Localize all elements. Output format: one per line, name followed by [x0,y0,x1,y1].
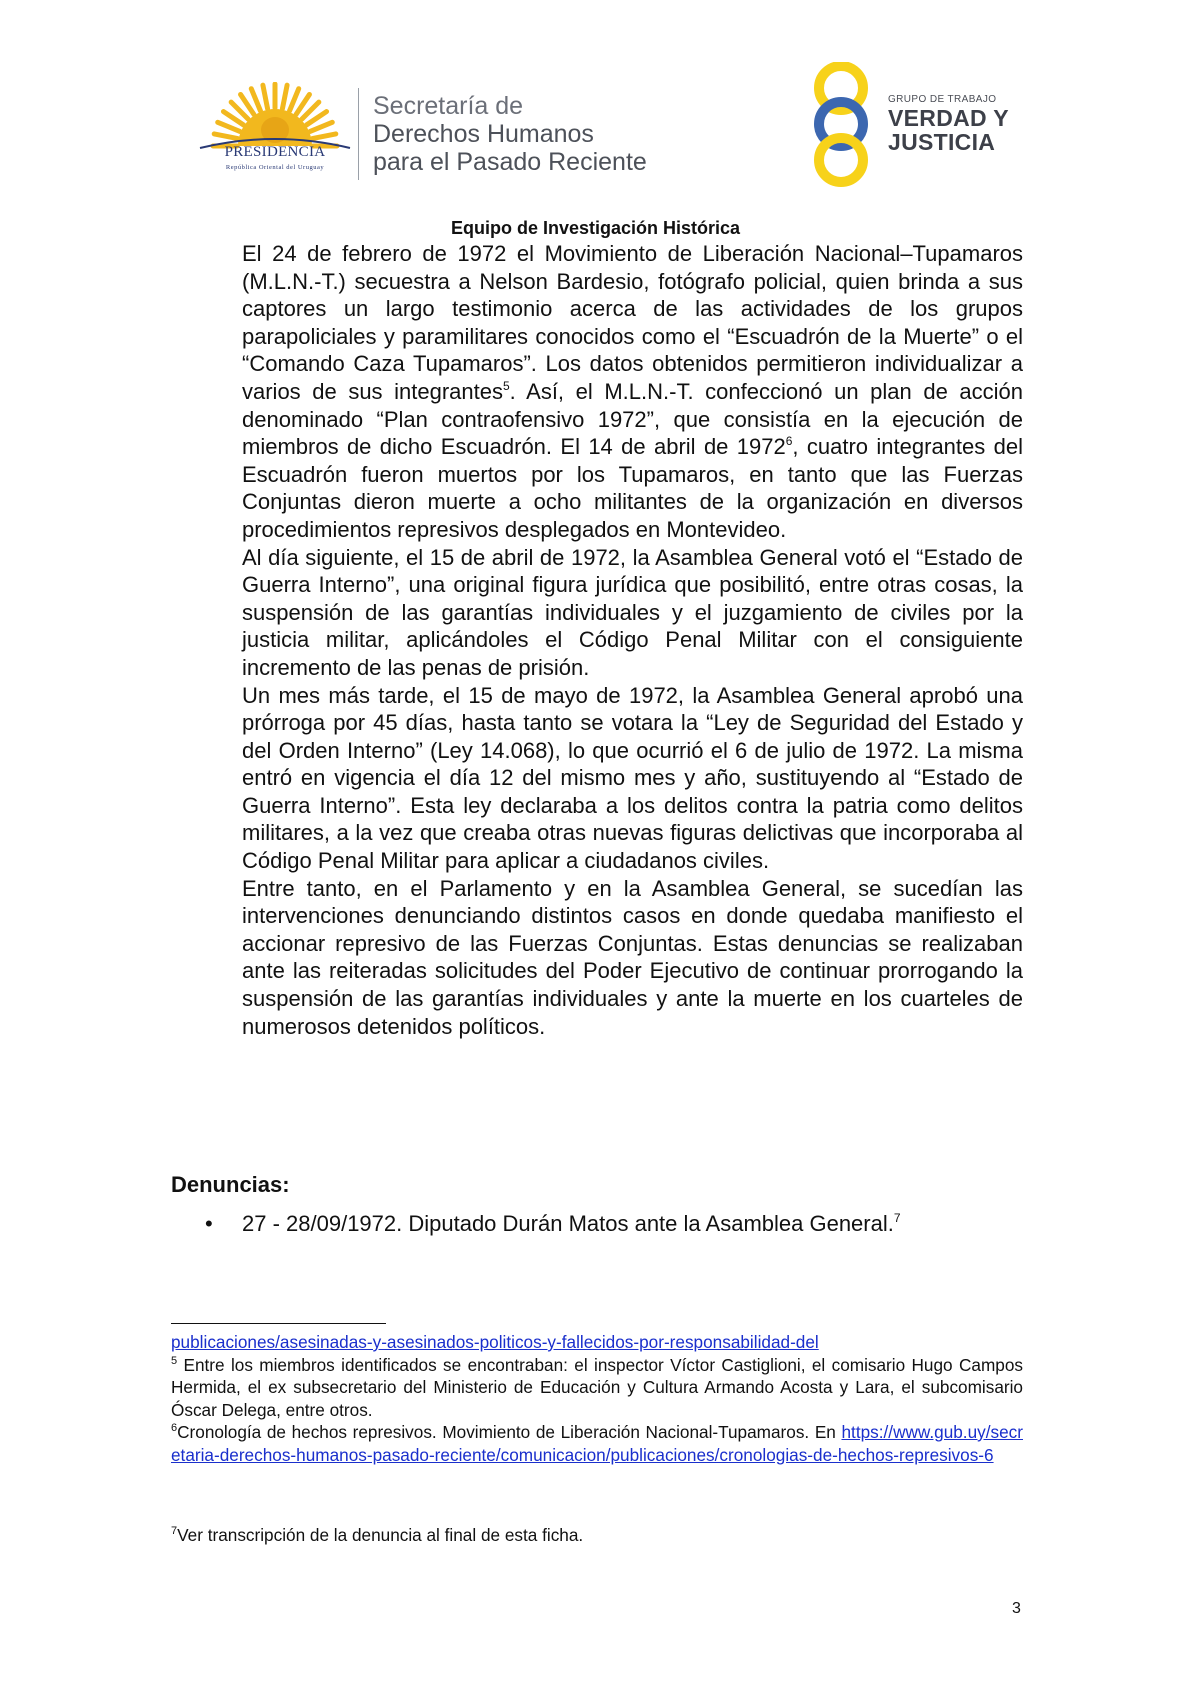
sun-emblem-icon [190,82,360,152]
grupo-trabajo-label: GRUPO DE TRABAJO [888,94,997,105]
verdad-justicia-title [888,106,1009,154]
secretaria-line3: para el Pasado Reciente [373,148,647,176]
sun-ray [218,122,240,131]
sun-ray [290,89,299,111]
paragraph-4: Entre tanto, en el Parlamento y en la Asamblea General, se sucedían las intervenciones denunciando distintos casos en donde quedaba manifiesto el accionar represivo de las Fuerzas Conjuntas. Estas denuncias se realizaban ante las reiteradas solicitudes del Poder Ejecutivo de continuar prorrogando la suspensión de las garantías individuales y ante la muerte en los cuarteles de numerosos detenidos políticos. [242,875,1023,1039]
verdad-justicia-logo [808,62,1018,187]
footnotes [171,1331,1023,1466]
presidencia-logo [190,82,360,182]
footnote-7 [171,1525,583,1546]
footnote-6 [171,1421,1023,1466]
presidencia-name: PRESIDENCIA [224,144,326,160]
sun-ray [312,134,336,139]
verdad-line: VERDAD Y [888,105,1009,131]
footnote-6-number: 6 [171,1422,178,1434]
paragraph-3: Un mes más tarde, el 15 de mayo de 1972, la Asamblea General aprobó una prórroga por 45 días, hasta tanto se votara la “Ley de Seguridad del Estado y del Orden Interno” (Ley 14.068), lo que ocurrió el 6 de julio de 1972. La misma entró en vigencia el día 12 del mismo mes y año, sustituyendo al “Estado de Guerra Interno”. Esta ley declaraba a los delitos contra la patria como delitos militares, a la vez que creaba otras nuevas figuras delictivas que incorporaba al Código Penal Militar para aplicar a ciudadanos civiles. [242,682,1023,874]
sun-ray [282,85,287,109]
page-number: 3 [1012,1600,1021,1617]
page-header [0,0,1191,215]
paragraph-1-part-a: El 24 de febrero de 1972 el Movimiento de Liberación Nacional–Tupamaros (M.L.N.-T.) secuestra a Nelson Bardesio, fotógrafo policial, quien brinda a sus captores un largo testimonio acerca de las actividades de los grupos parapoliciales y paramilitares conocidos como el “Escuadrón de la Muerte” o el “Comando Caza Tupamaros”. Los datos obtenidos permitieron individualizar a varios de sus integrantes [242,241,1023,404]
paragraph-1-part-b: . Así, el M.L.N.-T. confeccionó un plan de acción denominado “Plan contraofensivo 1972”, que consistía en la ejecución de miembros de dicho Escuadrón. El 14 de abril de 1972 [242,378,1023,460]
footnote-5 [171,1354,1023,1422]
sun-ray [251,89,260,111]
interlocked-rings-icon [808,62,883,187]
footnote-6-text: Cronología de hechos represivos. Movimiento de Liberación Nacional-Tupamaros. En [177,1422,842,1442]
justicia-line: JUSTICIA [888,129,996,155]
footnote-separator [171,1323,386,1324]
denuncias-heading: Denuncias: [171,1172,290,1197]
secretaria-logo-text [373,92,647,176]
list-item [205,1211,901,1237]
sun-ray [214,134,238,139]
presidencia-subtitle: República Oriental del Uruguay [225,164,325,171]
footnote-continuation-link[interactable]: publicaciones/asesinadas-y-asesinados-politicos-y-fallecidos-por-responsabilidad-del [171,1332,819,1352]
footnote-6-link[interactable]: https://www.gub.uy/secretaria-derechos-humanos-pasado-reciente/comunicacion/publicaciones/cronologias-de-hechos-represivos-6 [171,1422,1023,1465]
body-text [242,240,1023,1040]
footnote-ref-7[interactable]: 7 [893,1211,901,1225]
footnote-7-number: 7 [171,1525,178,1537]
footnote-continuation [171,1331,1023,1354]
secretaria-line2: Derechos Humanos [373,120,594,148]
bullet-icon: • [205,1211,213,1236]
sun-ray [310,122,332,131]
footnote-5-number: 5 [171,1354,178,1367]
footnote-7-text: Ver transcripción de la denuncia al final de esta ficha. [177,1525,584,1545]
sun-ray [263,85,268,109]
footnote-5-text: Entre los miembros identificados se encontraban: el inspector Víctor Castiglioni, el comisario Hugo Campos Hermida, el ex subsecretario del Ministerio de Educación y Cultura Armando Acosta y Lara, el subcomisario Óscar Delega, entre otros. [171,1354,1023,1420]
paragraph-1-part-c: , cuatro integrantes del Escuadrón fueron muertos por los Tupamaros, en tanto que las Fuerzas Conjuntas dieron muerte a ocho militantes de la organización en diversos procedimientos represivos desplegados en Montevideo. [242,434,1023,542]
paragraph-1 [242,240,1023,544]
footnote-ref-6[interactable]: 6 [785,434,793,449]
header-divider [358,88,359,180]
secretaria-line1: Secretaría de [373,92,524,120]
list-item-text: 27 - 28/09/1972. Diputado Durán Matos ante la Asamblea General. [242,1211,894,1236]
footnote-ref-5[interactable]: 5 [502,378,510,393]
team-title: Equipo de Investigación Histórica [450,218,741,238]
paragraph-2: Al día siguiente, el 15 de abril de 1972, la Asamblea General votó el “Estado de Guerra Interno”, una original figura jurídica que posibilitó, entre otras cosas, la suspensión de las garantías individuales y el juzgamiento de civiles por la justicia militar, aplicándoles el Código Penal Militar con el consiguiente incremento de las penas de prisión. [242,544,1023,680]
